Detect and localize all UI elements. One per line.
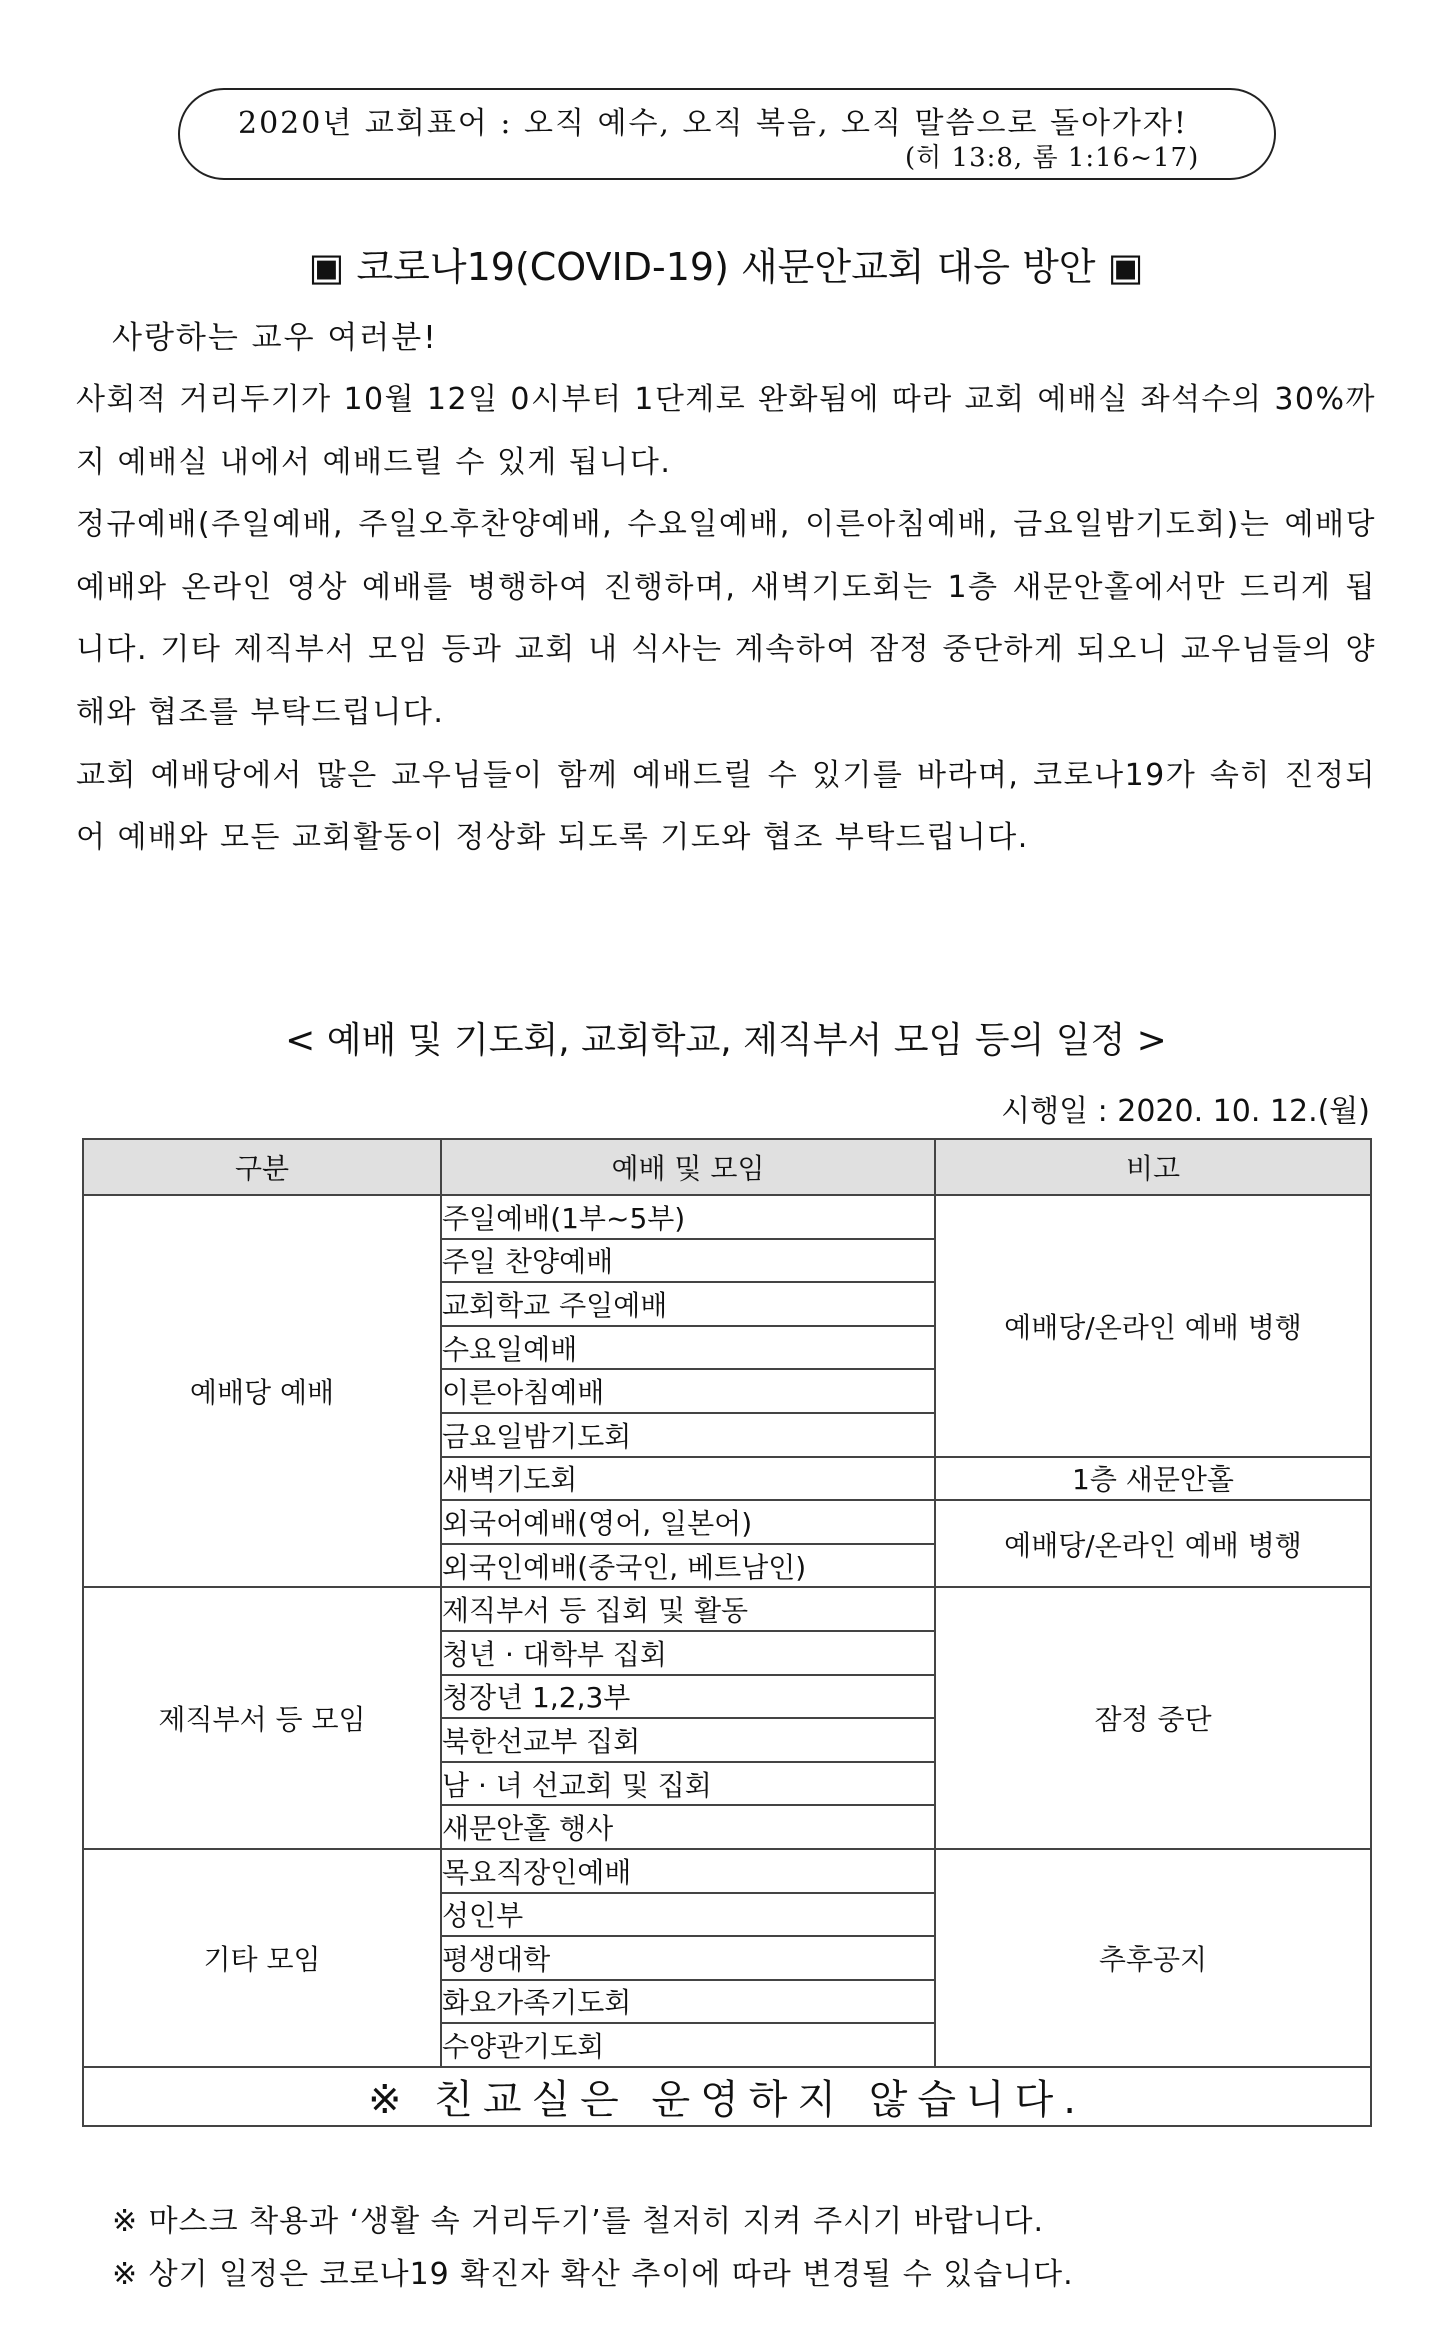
motto-text: 2020년 교회표어 : 오직 예수, 오직 복음, 오직 말씀으로 돌아가자! — [238, 106, 1188, 141]
table-header-row — [83, 1139, 1371, 1195]
announcement-body — [76, 369, 1376, 870]
note-cell: 1층 새문안홀 — [935, 1457, 1371, 1501]
meeting-item: 교회학교 주일예배 — [441, 1282, 935, 1326]
meeting-item: 수요일예배 — [441, 1326, 935, 1370]
fellowship-notice: ※ 친교실은 운영하지 않습니다. — [83, 2067, 1371, 2126]
effective-date: 시행일 : 2020. 10. 12.(월) — [1001, 1094, 1370, 1129]
note-cell: 예배당/온라인 예배 병행 — [935, 1195, 1371, 1457]
header-note: 비고 — [935, 1139, 1371, 1195]
meeting-item: 이른아침예배 — [441, 1369, 935, 1413]
meeting-item: 북한선교부 집회 — [441, 1718, 935, 1762]
table-row — [83, 1587, 1371, 1631]
header-category: 구분 — [83, 1139, 441, 1195]
note-cell: 추후공지 — [935, 1849, 1371, 2067]
schedule-table — [82, 1138, 1372, 2127]
meeting-item: 금요일밤기도회 — [441, 1413, 935, 1457]
header-meeting: 예배 및 모임 — [441, 1139, 935, 1195]
paragraph: 교회 예배당에서 많은 교우님들이 함께 예배드릴 수 있기를 바라며, 코로나19가 속히 진정되어 예배와 모든 교회활동이 정상화 되도록 기도와 협조 부탁드립니다. — [76, 757, 1376, 856]
meeting-item: 청년 · 대학부 집회 — [441, 1631, 935, 1675]
meeting-item: 남 · 녀 선교회 및 집회 — [441, 1762, 935, 1806]
note-cell: 잠정 중단 — [935, 1587, 1371, 1849]
meeting-item: 성인부 — [441, 1893, 935, 1937]
schedule-title: < 예배 및 기도회, 교회학교, 제직부서 모임 등의 일정 > — [285, 1020, 1167, 1061]
footnote-schedule-change: ※ 상기 일정은 코로나19 확진자 확산 추이에 따라 변경될 수 있습니다. — [112, 2257, 1074, 2292]
meeting-item: 새벽기도회 — [441, 1457, 935, 1501]
meeting-item: 외국인예배(중국인, 베트남인) — [441, 1544, 935, 1588]
meeting-item: 외국어예배(영어, 일본어) — [441, 1500, 935, 1544]
footnote-mask: ※ 마스크 착용과 ‘생활 속 거리두기’를 철저히 지켜 주시기 바랍니다. — [112, 2204, 1045, 2239]
meeting-item: 목요직장인예배 — [441, 1849, 935, 1893]
meeting-item: 주일예배(1부~5부) — [441, 1195, 935, 1239]
paragraph: 사회적 거리두기가 10월 12일 0시부터 1단계로 완화됨에 따라 교회 예배실 좌석수의 30%까지 예배실 내에서 예배드릴 수 있게 됩니다. — [76, 382, 1376, 480]
meeting-item: 평생대학 — [441, 1936, 935, 1980]
meeting-item: 새문안홀 행사 — [441, 1805, 935, 1849]
table-row — [83, 2067, 1371, 2126]
meeting-item: 수양관기도회 — [441, 2023, 935, 2067]
meeting-item: 화요가족기도회 — [441, 1980, 935, 2024]
paragraph: 정규예배(주일예배, 주일오후찬양예배, 수요일예배, 이른아침예배, 금요일밤기도회)는 예배당 예배와 온라인 영상 예배를 병행하여 진행하며, 새벽기도회는 1층 새문안홀에서만 드리게 됩니다. 기타 제직부서 모임 등과 교회 내 식사는 계속하여 잠정 중단하게 되오니 교우님들의 양해와 협조를 부탁드립니다. — [76, 507, 1376, 730]
table-row — [83, 1195, 1371, 1239]
group-label-other: 기타 모임 — [83, 1849, 441, 2067]
meeting-item: 청장년 1,2,3부 — [441, 1675, 935, 1719]
group-label-committee: 제직부서 등 모임 — [83, 1587, 441, 1849]
greeting: 사랑하는 교우 여러분! — [112, 320, 438, 356]
group-label-worship: 예배당 예배 — [83, 1195, 441, 1587]
meeting-item: 주일 찬양예배 — [441, 1239, 935, 1283]
motto-reference: (히 13:8, 롬 1:16~17) — [905, 143, 1200, 173]
note-cell: 예배당/온라인 예배 병행 — [935, 1500, 1371, 1587]
meeting-item: 제직부서 등 집회 및 활동 — [441, 1587, 935, 1631]
page-title: ▣ 코로나19(COVID-19) 새문안교회 대응 방안 ▣ — [308, 245, 1144, 289]
table-row — [83, 1849, 1371, 1893]
